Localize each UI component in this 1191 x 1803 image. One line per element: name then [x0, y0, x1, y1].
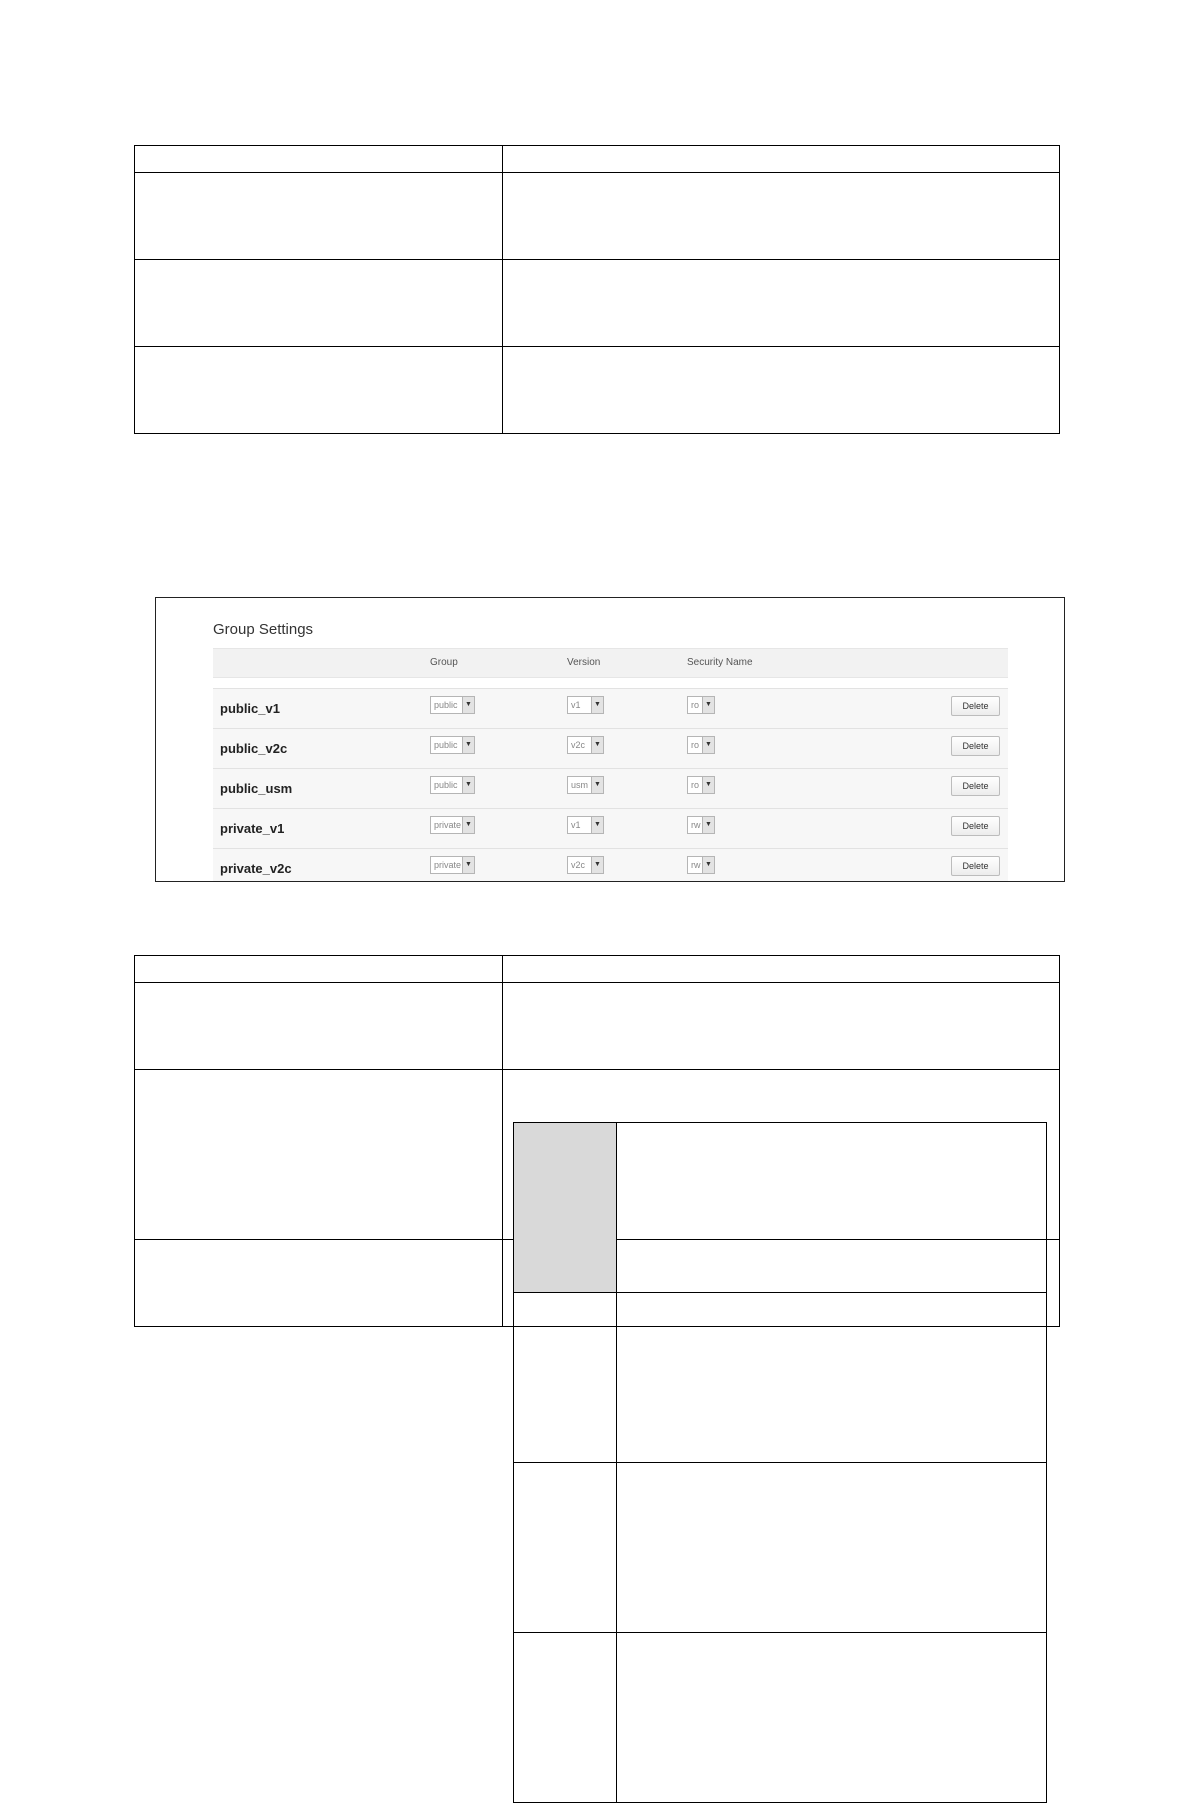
- table-cell: [514, 1463, 617, 1633]
- security-select-value: ro: [691, 740, 700, 750]
- chevron-down-icon: ▼: [702, 697, 714, 713]
- group-settings-screenshot: [155, 597, 1065, 882]
- group-select-value: public: [434, 700, 458, 710]
- table-cell: [503, 173, 1060, 260]
- group-select[interactable]: [430, 816, 475, 834]
- security-name-select[interactable]: [687, 816, 715, 834]
- table-row: [135, 1070, 1060, 1240]
- table-row: [213, 688, 1008, 728]
- chevron-down-icon: ▼: [702, 817, 714, 833]
- security-name-select[interactable]: [687, 696, 715, 714]
- chevron-down-icon: ▼: [462, 777, 474, 793]
- version-select[interactable]: [567, 696, 604, 714]
- version-select[interactable]: [567, 856, 604, 874]
- table-row: [135, 983, 1060, 1070]
- version-select[interactable]: [567, 816, 604, 834]
- table-row: [135, 146, 1060, 173]
- table-row: [135, 347, 1060, 434]
- table-row: [514, 1463, 1047, 1633]
- group-row-name: public_v2c: [220, 741, 288, 756]
- delete-button[interactable]: Delete: [951, 816, 1000, 836]
- table-row: [514, 1293, 1047, 1463]
- chevron-down-icon: ▼: [591, 697, 603, 713]
- table-cell: [503, 1070, 1060, 1240]
- version-select-value: usm: [571, 780, 589, 790]
- group-select-value: private: [434, 860, 462, 870]
- table-row: [213, 768, 1008, 808]
- top-parameter-table: [134, 145, 1060, 434]
- table-cell: [503, 983, 1060, 1070]
- security-name-column-header: Security Name: [687, 657, 753, 668]
- table-row: [135, 956, 1060, 983]
- table-cell: [135, 1240, 503, 1327]
- chevron-down-icon: ▼: [591, 737, 603, 753]
- table-cell: [503, 146, 1060, 173]
- table-cell: [135, 983, 503, 1070]
- security-name-select[interactable]: [687, 856, 715, 874]
- chevron-down-icon: ▼: [702, 737, 714, 753]
- bottom-parameter-table: [134, 955, 1060, 1327]
- chevron-down-icon: ▼: [591, 777, 603, 793]
- table-cell: [135, 260, 503, 347]
- version-select-value: v1: [571, 700, 581, 710]
- group-select-value: public: [434, 780, 458, 790]
- chevron-down-icon: ▼: [462, 697, 474, 713]
- table-cell: [617, 1633, 1047, 1803]
- table-cell: [503, 260, 1060, 347]
- table-cell: [514, 1293, 617, 1463]
- table-cell: [135, 347, 503, 434]
- delete-button[interactable]: Delete: [951, 736, 1000, 756]
- group-column-header: Group: [430, 657, 458, 668]
- delete-button[interactable]: Delete: [951, 696, 1000, 716]
- table-cell: [514, 1123, 617, 1293]
- version-column-header: Version: [567, 657, 601, 668]
- group-select[interactable]: [430, 736, 475, 754]
- security-name-select[interactable]: [687, 736, 715, 754]
- security-select-value: rw: [691, 820, 701, 830]
- version-select[interactable]: [567, 736, 604, 754]
- group-settings-title: Group Settings: [213, 621, 314, 638]
- chevron-down-icon: ▼: [591, 857, 603, 873]
- table-cell: [617, 1293, 1047, 1463]
- security-select-value: rw: [691, 860, 701, 870]
- group-select-value: private: [434, 820, 462, 830]
- security-name-select[interactable]: [687, 776, 715, 794]
- table-cell: [503, 956, 1060, 983]
- group-settings-header: [213, 648, 1008, 678]
- table-cell: [135, 173, 503, 260]
- table-row: [213, 728, 1008, 768]
- table-row: [514, 1123, 1047, 1293]
- chevron-down-icon: ▼: [702, 777, 714, 793]
- table-row: [135, 173, 1060, 260]
- chevron-down-icon: ▼: [462, 857, 474, 873]
- table-cell: [617, 1463, 1047, 1633]
- table-row: [213, 808, 1008, 848]
- table-cell: [617, 1123, 1047, 1293]
- table-row: [514, 1633, 1047, 1803]
- table-cell: [514, 1633, 617, 1803]
- delete-button[interactable]: Delete: [951, 856, 1000, 876]
- table-cell: [503, 347, 1060, 434]
- nested-value-table: [513, 1122, 1047, 1803]
- delete-button[interactable]: Delete: [951, 776, 1000, 796]
- table-row: [135, 260, 1060, 347]
- version-select-value: v2c: [571, 860, 586, 870]
- chevron-down-icon: ▼: [702, 857, 714, 873]
- group-select[interactable]: [430, 856, 475, 874]
- group-row-name: public_v1: [220, 701, 280, 716]
- table-cell: [135, 956, 503, 983]
- version-select-value: v1: [571, 820, 581, 830]
- group-row-name: private_v1: [220, 821, 285, 836]
- group-select[interactable]: [430, 696, 475, 714]
- group-row-name: private_v2c: [220, 861, 292, 876]
- security-select-value: ro: [691, 780, 700, 790]
- group-select-value: public: [434, 740, 458, 750]
- version-select[interactable]: [567, 776, 604, 794]
- group-row-name: public_usm: [220, 781, 293, 796]
- security-select-value: ro: [691, 700, 700, 710]
- chevron-down-icon: ▼: [462, 817, 474, 833]
- chevron-down-icon: ▼: [462, 737, 474, 753]
- table-cell: [135, 146, 503, 173]
- table-cell: [135, 1070, 503, 1240]
- chevron-down-icon: ▼: [591, 817, 603, 833]
- version-select-value: v2c: [571, 740, 586, 750]
- group-select[interactable]: [430, 776, 475, 794]
- table-row: [213, 848, 1008, 882]
